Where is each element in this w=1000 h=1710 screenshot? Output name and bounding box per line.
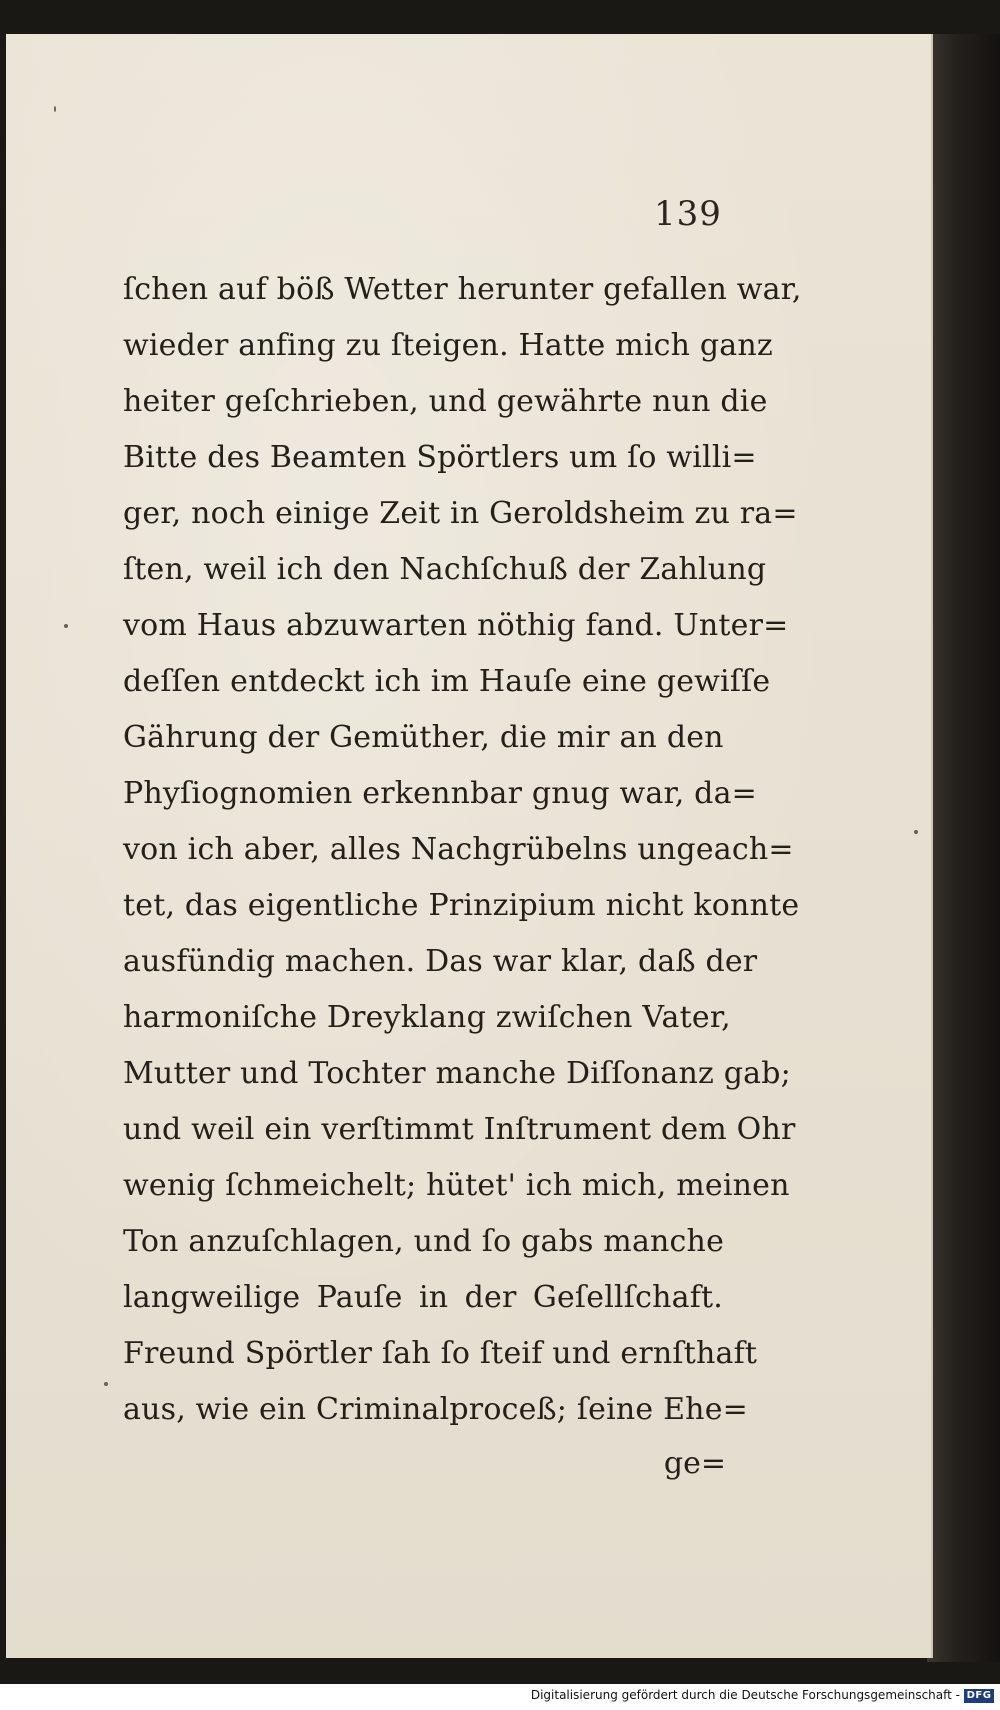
text-line: und weil ein verſtimmt Inſtrument dem Ohr xyxy=(123,1112,796,1147)
text-line: aus, wie ein Criminalproceß; ſeine Ehe= xyxy=(123,1392,748,1427)
text-line: heiter geſchrieben, und gewährte nun die xyxy=(123,384,768,419)
text-line: ſten, weil ich den Nachſchuß der Zahlung xyxy=(123,552,767,587)
body-text xyxy=(123,262,802,1438)
text-line: langweilige Pauſe in der Geſellſchaft. xyxy=(123,1280,723,1315)
text-line: ger, noch einige Zeit in Geroldsheim zu ra= xyxy=(123,496,798,531)
text-line: wenig ſchmeichelt; hütet' ich mich, meinen xyxy=(123,1168,790,1203)
text-line: vom Haus abzuwarten nöthig fand. Unter= xyxy=(123,608,789,643)
funding-credit: Digitalisierung gefördert durch die Deutsche Forschungsgemeinschaft - xyxy=(530,1688,960,1702)
footer xyxy=(0,1684,1000,1710)
book-page xyxy=(6,34,933,1658)
text-line: Gährung der Gemüther, die mir an den xyxy=(123,720,724,755)
page-edge-shadow xyxy=(927,34,1000,1662)
catchword: ge= xyxy=(663,1446,726,1481)
text-line: Mutter und Tochter manche Diſſonanz gab; xyxy=(123,1056,791,1091)
text-line: Phyſiognomien erkennbar gnug war, da= xyxy=(123,776,757,811)
text-line: Ton anzuſchlagen, und ſo gabs manche xyxy=(123,1224,725,1259)
paper-speck xyxy=(54,106,56,112)
text-line: ſchen auf böß Wetter herunter gefallen war, xyxy=(123,272,802,307)
paper-speck xyxy=(914,830,918,834)
text-line: Freund Spörtler ſah ſo ſteif und ernſthaft xyxy=(123,1336,758,1371)
paper-speck xyxy=(104,1382,108,1386)
text-line: tet, das eigentliche Prinzipium nicht konnte xyxy=(123,888,800,923)
text-line: harmoniſche Dreyklang zwiſchen Vater, xyxy=(123,1000,731,1035)
page-number: 139 xyxy=(654,194,722,234)
text-line: deſſen entdeckt ich im Hauſe eine gewiſſe xyxy=(123,664,771,699)
text-line: von ich aber, alles Nachgrübelns ungeach= xyxy=(123,832,794,867)
dfg-logo: DFG xyxy=(964,1689,994,1703)
paper-speck xyxy=(64,624,68,628)
text-line: Bitte des Beamten Spörtlers um ſo willi= xyxy=(123,440,757,475)
text-line: wieder anfing zu ſteigen. Hatte mich ganz xyxy=(123,328,773,363)
text-line: ausfündig machen. Das war klar, daß der xyxy=(123,944,758,979)
